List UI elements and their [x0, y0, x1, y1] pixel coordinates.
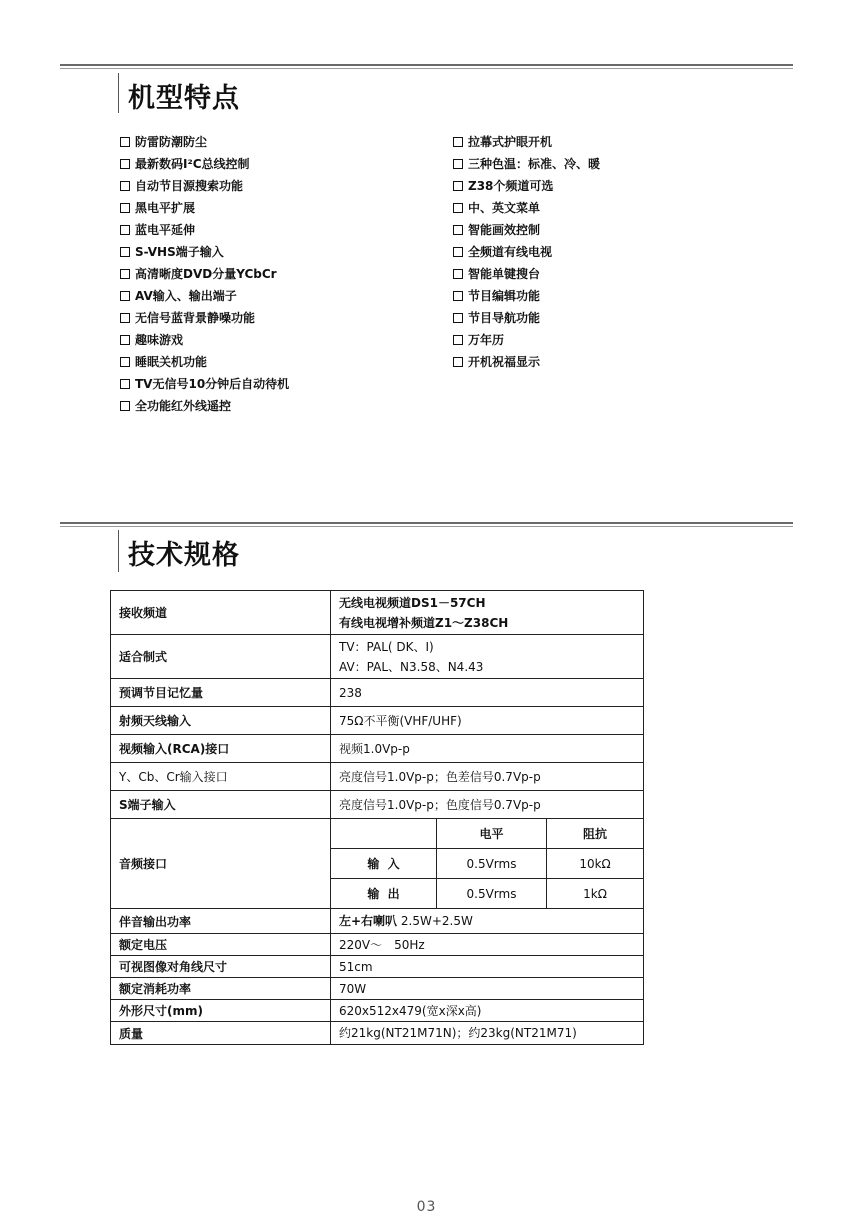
feature-list-right	[453, 131, 600, 373]
spec-value	[331, 635, 644, 679]
audio-input-label: 输 入	[331, 849, 437, 879]
table-row	[111, 956, 644, 978]
spec-value-line: AV：PAL、N3.58、N4.43	[339, 659, 484, 674]
feature-text: 全频道有线电视	[468, 245, 553, 259]
feature-text: 节目导航功能	[468, 311, 541, 325]
feature-item	[120, 307, 289, 329]
feature-item	[120, 241, 289, 263]
spec-label: 伴音输出功率	[111, 909, 331, 934]
checkbox-icon	[120, 203, 130, 213]
table-row	[111, 735, 644, 763]
feature-item	[453, 329, 600, 351]
feature-item	[453, 285, 600, 307]
spec-label: 额定电压	[111, 934, 331, 956]
table-row	[111, 635, 644, 679]
table-row	[111, 763, 644, 791]
feature-item	[120, 197, 289, 219]
checkbox-icon	[120, 159, 130, 169]
feature-item	[453, 197, 600, 219]
feature-item	[120, 395, 289, 417]
feature-text: S-VHS端子输入	[135, 245, 224, 259]
spec-table	[110, 590, 644, 1045]
audio-output-level: 0.5Vrms	[437, 879, 547, 909]
checkbox-icon	[120, 357, 130, 367]
table-row	[111, 978, 644, 1000]
feature-item	[120, 131, 289, 153]
feature-text: 三种色温：标准、冷、暖	[468, 157, 601, 171]
checkbox-icon	[120, 313, 130, 323]
spec-value: 亮度信号1.0Vp-p；色差信号0.7Vp-p	[331, 763, 644, 791]
feature-item	[120, 373, 289, 395]
feature-text: 防雷防潮防尘	[135, 135, 208, 149]
feature-list-left	[120, 131, 289, 417]
checkbox-icon	[453, 137, 463, 147]
spec-label: S端子输入	[111, 791, 331, 819]
feature-item	[120, 263, 289, 285]
checkbox-icon	[120, 379, 130, 389]
feature-item	[120, 351, 289, 373]
spec-value: 视频1.0Vp-p	[331, 735, 644, 763]
spec-value: 亮度信号1.0Vp-p；色度信号0.7Vp-p	[331, 791, 644, 819]
feature-text: AV输入、输出端子	[135, 289, 237, 303]
feature-text: 高清晰度DVD分量YCbCr	[135, 267, 277, 281]
spec-value: 620x512x479(宽x深x高)	[331, 1000, 644, 1022]
spec-value-bold: 左+右喇叭	[339, 914, 398, 928]
section-title-features: 机型特点	[128, 83, 240, 114]
checkbox-icon	[120, 137, 130, 147]
audio-output-impedance: 1kΩ	[547, 879, 644, 909]
feature-text: 智能画效控制	[468, 223, 541, 237]
feature-text: Z38个频道可选	[468, 179, 554, 193]
title-accent-bar	[118, 530, 119, 572]
audio-header-blank	[331, 819, 437, 849]
checkbox-icon	[453, 159, 463, 169]
checkbox-icon	[120, 401, 130, 411]
feature-item	[120, 219, 289, 241]
feature-text: 全功能红外线遥控	[135, 399, 232, 413]
table-row	[111, 791, 644, 819]
audio-input-impedance: 10kΩ	[547, 849, 644, 879]
checkbox-icon	[120, 247, 130, 257]
checkbox-icon	[453, 269, 463, 279]
checkbox-icon	[120, 225, 130, 235]
feature-item	[453, 263, 600, 285]
feature-text: 无信号蓝背景静噪功能	[135, 311, 256, 325]
feature-item	[453, 241, 600, 263]
spec-value: 约21kg(NT21M71N)；约23kg(NT21M71)	[331, 1022, 644, 1045]
feature-item	[120, 329, 289, 351]
title-accent-bar	[118, 73, 119, 113]
spec-label: 预调节目记忆量	[111, 679, 331, 707]
feature-text: 节目编辑功能	[468, 289, 541, 303]
table-row	[111, 1022, 644, 1045]
checkbox-icon	[453, 291, 463, 301]
feature-text: 万年历	[468, 333, 505, 347]
checkbox-icon	[453, 335, 463, 345]
spec-label: 音频接口	[111, 819, 331, 909]
spec-value-rest: 2.5W+2.5W	[400, 914, 473, 928]
table-row	[111, 934, 644, 956]
feature-item	[453, 131, 600, 153]
checkbox-icon	[453, 247, 463, 257]
audio-col-impedance: 阻抗	[547, 819, 644, 849]
table-row	[111, 819, 644, 849]
feature-item	[120, 153, 289, 175]
spec-value-line: 有线电视增补频道Z1～Z38CH	[339, 615, 509, 630]
spec-value	[331, 591, 644, 635]
table-row	[111, 679, 644, 707]
feature-text: 黑电平扩展	[135, 201, 196, 215]
checkbox-icon	[453, 313, 463, 323]
feature-text: 蓝电平延伸	[135, 223, 196, 237]
feature-item	[453, 351, 600, 373]
feature-text: 中、英文菜单	[468, 201, 541, 215]
spec-label: 外形尺寸(mm)	[111, 1000, 331, 1022]
spec-label: 质量	[111, 1022, 331, 1045]
top-divider	[60, 64, 793, 69]
feature-item	[453, 175, 600, 197]
feature-item	[453, 307, 600, 329]
audio-col-level: 电平	[437, 819, 547, 849]
feature-text: 最新数码I²C总线控制	[135, 157, 250, 171]
table-row	[111, 707, 644, 735]
checkbox-icon	[120, 181, 130, 191]
checkbox-icon	[120, 335, 130, 345]
spec-value-line: TV：PAL( DK、I)	[339, 639, 434, 654]
feature-item	[120, 285, 289, 307]
table-row	[111, 1000, 644, 1022]
spec-value: 51cm	[331, 956, 644, 978]
spec-label: 视频输入(RCA)接口	[111, 735, 331, 763]
section-title-specs: 技术规格	[128, 540, 240, 571]
page-number: 03	[416, 1199, 437, 1215]
spec-label: 射频天线输入	[111, 707, 331, 735]
checkbox-icon	[453, 357, 463, 367]
checkbox-icon	[120, 291, 130, 301]
feature-text: 开机祝福显示	[468, 355, 541, 369]
feature-text: 趣味游戏	[135, 333, 184, 347]
checkbox-icon	[120, 269, 130, 279]
spec-value: 220V～ 50Hz	[331, 934, 644, 956]
spec-label: 接收频道	[111, 591, 331, 635]
feature-item	[453, 153, 600, 175]
spec-label: 可视图像对角线尺寸	[111, 956, 331, 978]
spec-label: 额定消耗功率	[111, 978, 331, 1000]
feature-text: 拉幕式护眼开机	[468, 135, 553, 149]
feature-item	[453, 219, 600, 241]
spec-value: 75Ω不平衡(VHF/UHF)	[331, 707, 644, 735]
spec-label: 适合制式	[111, 635, 331, 679]
spec-value	[331, 909, 644, 934]
feature-item	[120, 175, 289, 197]
feature-text: 自动节目源搜索功能	[135, 179, 244, 193]
spec-value-line: 无线电视频道DS1－57CH	[339, 595, 486, 610]
feature-text: 睡眠关机功能	[135, 355, 208, 369]
audio-input-level: 0.5Vrms	[437, 849, 547, 879]
table-row	[111, 591, 644, 635]
feature-text: 智能单键搜台	[468, 267, 541, 281]
spec-value: 238	[331, 679, 644, 707]
checkbox-icon	[453, 203, 463, 213]
checkbox-icon	[453, 181, 463, 191]
checkbox-icon	[453, 225, 463, 235]
spec-value: 70W	[331, 978, 644, 1000]
audio-output-label: 输 出	[331, 879, 437, 909]
table-row	[111, 909, 644, 934]
feature-text: TV无信号10分钟后自动待机	[135, 377, 290, 391]
middle-divider	[60, 522, 793, 527]
spec-label: Y、Cb、Cr输入接口	[111, 763, 331, 791]
